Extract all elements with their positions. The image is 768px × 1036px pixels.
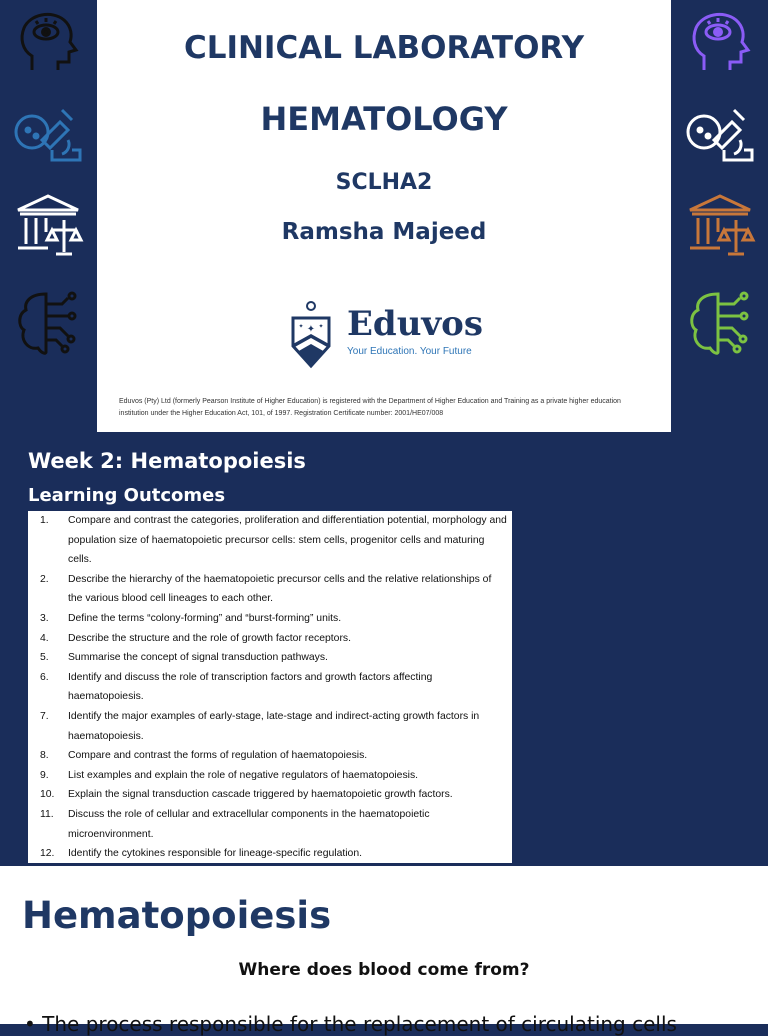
svg-text:✦: ✦ xyxy=(306,324,316,335)
outcome-number: 3. xyxy=(40,612,49,624)
presenter-name: Ramsha Majeed xyxy=(281,219,487,245)
outcomes-list xyxy=(28,511,512,863)
cover-content xyxy=(97,0,671,432)
bullet-point: • The process responsible for the replacement of circulating cells xyxy=(24,1012,677,1036)
logo-tagline: Your Education. Your Future xyxy=(347,346,472,357)
outcome-text: Explain the signal transduction cascade triggered by haematopoietic growth factors. xyxy=(68,789,453,801)
list-item xyxy=(28,570,512,609)
registration-disclaimer: Eduvos (Pty) Ltd (formerly Pearson Institute of Higher Education) is registered with the Department of Higher Education and Training as a private higher education institution under the Higher Education Act, 101, of 1997. Registration Certificate number: 2001/HE07/008 xyxy=(119,398,621,417)
outcome-text: Compare and contrast the forms of regulation of haematopoiesis. xyxy=(68,750,368,762)
list-item xyxy=(28,707,512,746)
list-item xyxy=(28,785,512,805)
list-item xyxy=(28,648,512,668)
course-code: SCLHA2 xyxy=(335,170,433,195)
outcome-number: 4. xyxy=(40,632,49,644)
microscope-icon xyxy=(12,100,84,172)
outcome-number: 10. xyxy=(40,789,55,801)
outcome-number: 11. xyxy=(40,808,54,820)
list-item xyxy=(28,511,512,570)
head-eye-icon xyxy=(12,6,84,78)
cover-title-line2: HEMATOLOGY xyxy=(260,100,508,138)
brain-circuit-icon xyxy=(12,286,84,358)
svg-text:✦: ✦ xyxy=(298,324,304,330)
learning-outcomes-heading: Learning Outcomes xyxy=(28,485,226,506)
outcome-text: Describe the hierarchy of the haematopoietic precursor cells and the relative relationships of the various blood cell lineages to each other. xyxy=(68,573,492,605)
list-item xyxy=(28,766,512,786)
head-eye-icon xyxy=(684,6,756,78)
hematopoiesis-slide xyxy=(0,866,768,1036)
outcome-number: 7. xyxy=(40,710,49,722)
outcome-number: 5. xyxy=(40,652,49,664)
courthouse-scales-icon xyxy=(684,190,756,262)
outcome-text: Describe the structure and the role of growth factor receptors. xyxy=(68,632,351,644)
week-title: Week 2: Hematopoiesis xyxy=(28,449,306,473)
logo-wordmark: Eduvos xyxy=(347,304,483,344)
outcome-number: 9. xyxy=(40,769,49,781)
list-item xyxy=(28,805,512,844)
learning-outcomes-slide xyxy=(0,433,768,865)
shield-crest-icon xyxy=(289,300,333,370)
list-item xyxy=(28,668,512,707)
right-icon-panel xyxy=(672,0,768,432)
eduvos-logo xyxy=(289,298,489,374)
svg-text:✦: ✦ xyxy=(318,324,324,330)
cover-title-line1: CLINICAL LABORATORY xyxy=(183,30,585,66)
courthouse-scales-icon xyxy=(12,190,84,262)
outcome-text: Identify the cytokines responsible for lineage-specific regulation. xyxy=(68,848,362,860)
outcome-number: 1. xyxy=(40,515,49,526)
outcome-text: Summarise the concept of signal transduction pathways. xyxy=(68,652,328,664)
outcome-text: Discuss the role of cellular and extracellular components in the haematopoietic microenvironment. xyxy=(68,808,430,840)
microscope-icon xyxy=(684,100,756,172)
outcome-number: 12. xyxy=(40,848,55,860)
outcome-text: Identify and discuss the role of transcription factors and growth factors affecting haematopoiesis. xyxy=(68,671,433,703)
outcome-text: Define the terms “colony-forming” and “burst-forming” units. xyxy=(68,612,342,624)
brain-circuit-icon xyxy=(684,286,756,358)
outcome-number: 2. xyxy=(40,573,49,585)
list-item xyxy=(28,629,512,649)
outcomes-panel xyxy=(28,511,512,863)
outcome-text: Compare and contrast the categories, proliferation and differentiation potential, morphology and population size of haematopoietic precursor cells: stem cells, progenitor cells and maturing cells. xyxy=(68,515,507,566)
outcome-number: 8. xyxy=(40,750,49,762)
cover-slide xyxy=(0,0,768,432)
outcome-text: List examples and explain the role of negative regulators of haematopoiesis. xyxy=(68,769,419,781)
outcome-number: 6. xyxy=(40,671,49,683)
left-icon-panel xyxy=(0,0,96,432)
list-item xyxy=(28,746,512,766)
slide-title: Hematopoiesis xyxy=(22,894,332,937)
outcome-text: Identify the major examples of early-stage, late-stage and indirect-acting growth factors in haematopoiesis. xyxy=(68,710,480,742)
slide-question: Where does blood come from? xyxy=(238,960,530,980)
list-item xyxy=(28,609,512,629)
list-item xyxy=(28,844,512,863)
